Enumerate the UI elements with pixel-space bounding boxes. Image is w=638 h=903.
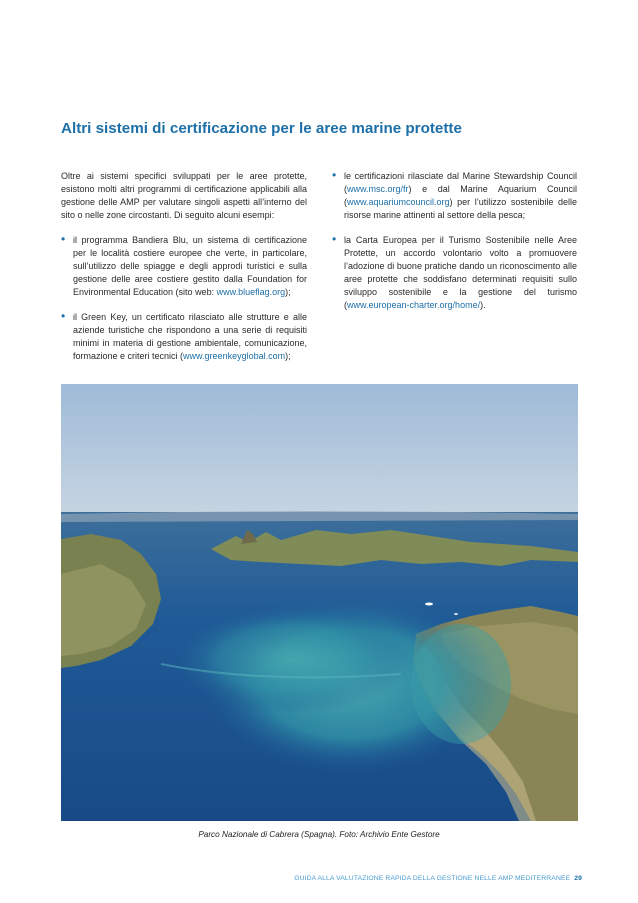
bullet-icon: • [61, 309, 66, 323]
bullet-icon: • [61, 232, 66, 246]
bullet-icon: • [332, 168, 337, 182]
bullet-icon: • [332, 232, 337, 246]
blueflag-link[interactable]: www.blueflag.org [216, 287, 286, 297]
aerial-photo-illustration [61, 384, 578, 821]
bullet-text: il programma Bandiera Blu, un sistema di certificazione per le località costiere europee che verte, in particolare, sull’utilizzo delle spiagge e degli approdi turistici e sulla gestione delle aree costiere gestito dalla Foundation for Environmental Education (sito web: [73, 235, 307, 297]
bullet-text-end: ); [285, 351, 291, 361]
list-item [332, 170, 577, 222]
bullet-text-end: ). [480, 300, 486, 310]
bullet-text: ) e dal Marine Aquarium Council ( [344, 184, 577, 207]
msc-link[interactable]: www.msc.org/fr [347, 184, 409, 194]
cabrera-photo [61, 384, 578, 821]
intro-paragraph: Oltre ai sistemi specifici sviluppati per le aree protette, esistono molti altri programmi di certificazione applicabili alla gestione delle AMP per valutare singoli aspetti all’interno del sito o nelle zone circostanti. Di seguito alcuni esempi: [61, 171, 307, 220]
page-title: Altri sistemi di certificazione per le aree marine protette [61, 120, 462, 137]
greenkey-link[interactable]: www.greenkeyglobal.com [183, 351, 286, 361]
european-charter-link[interactable]: www.european-charter.org/home/ [347, 300, 481, 310]
list-item [61, 234, 307, 299]
bullet-text-end: ) per l’utilizzo sostenibile delle risorse marine attinenti al settore della pesca; [344, 197, 577, 220]
page-footer [294, 875, 582, 882]
sky [61, 384, 578, 524]
photo-caption: Parco Nazionale di Cabrera (Spagna). Foto: Archivio Ente Gestore [198, 830, 440, 839]
bullet-text: il Green Key, un certificato rilasciato alle strutture e alle aziende turistiche che rispondono a una serie di requisiti minimi in materia di gestione ambientale, comunicazione, formazione e criteri tecnici ( [73, 312, 307, 361]
right-column [332, 170, 577, 324]
footer-title: GUIDA ALLA VALUTAZIONE RAPIDA DELLA GESTIONE NELLE AMP MEDITERRANEE [294, 875, 571, 882]
list-item [332, 234, 577, 312]
bullet-text: la Carta Europea per il Turismo Sostenibile nelle Aree Protette, un accordo volontario volto a promuovere l’adozione di buone pratiche dando un riconoscimento alle aree protette che soddisfano determinati requisiti sullo sviluppo sostenibile e la gestione del turismo ( [344, 235, 577, 310]
left-column [61, 170, 307, 375]
list-item [61, 311, 307, 363]
bullet-text-end: ); [285, 287, 291, 297]
bullet-text: le certificazioni rilasciate dal Marine Stewardship Council ( [344, 171, 577, 194]
aquariumcouncil-link[interactable]: www.aquariumcouncil.org [347, 197, 450, 207]
boat [425, 603, 433, 606]
page-number: 29 [574, 875, 582, 882]
